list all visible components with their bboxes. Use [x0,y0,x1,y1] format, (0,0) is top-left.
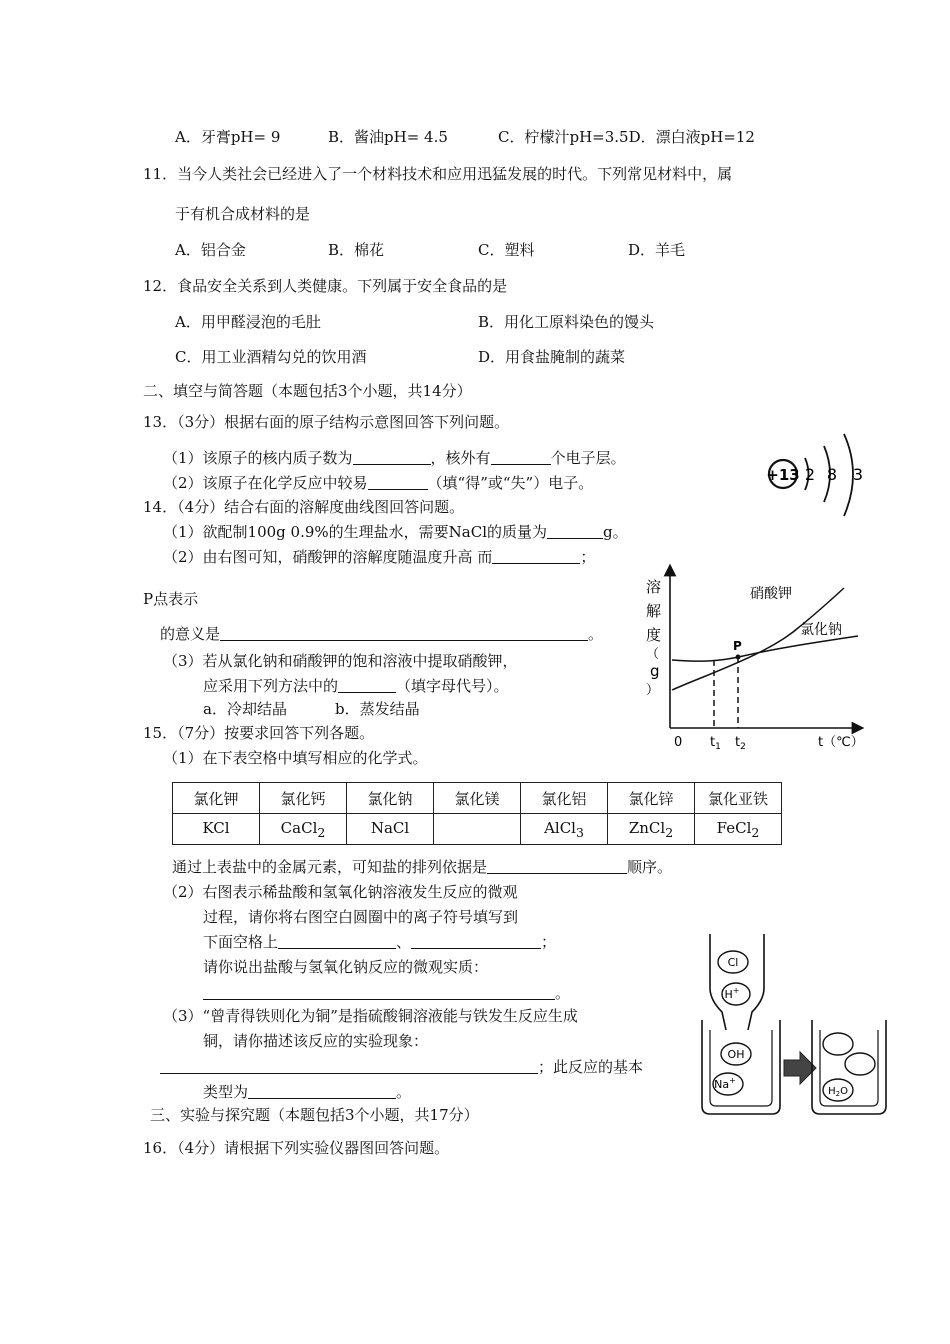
kno3-curve [672,588,844,690]
formula-cell: AlCl$_3$ [521,814,608,845]
table-header-cell: 氯化铝 [521,783,608,814]
answer-blank[interactable] [338,678,396,693]
chloride-salts-table [172,782,782,845]
electron-shell-arc [844,434,853,516]
table-header-row [173,783,782,814]
q10-option-a: A．牙膏pH= 9 [175,128,281,146]
q13-stem: 13．（3分）根据右面的原子结构示意图回答下列问题。 [143,413,510,431]
q11-stem-cont: 于有机合成材料的是 [175,205,311,223]
answer-blank[interactable] [368,475,428,490]
q13-part-2: （2）该原子在化学反应中较易 （填“得”或“失”）电子。 [163,474,594,492]
y-axis-label-char: g [650,662,660,680]
q14-part-1: （1）欲配制100g 0.9%的生理盐水，需要NaCl的质量为 g。 [163,523,628,541]
shell-1-electrons: 2 [804,465,816,484]
answer-blank[interactable] [203,985,555,1000]
q13-part-1: （1）该原子的核内质子数为 ，核外有 个电子层。 [163,449,626,467]
formula-cell: FeCl$_2$ [695,814,782,845]
nacl-label: 氯化钠 [800,622,842,638]
point-p-label: P [733,639,742,653]
formula-answer-cell[interactable] [434,814,521,845]
q11-option-c: C．塑料 [478,241,535,259]
q14-p-label: P点表示 [143,590,199,608]
q14-stem: 14．（4分）结合右面的溶解度曲线图回答问题。 [143,498,465,516]
q11-option-a: A．铝合金 [175,241,246,259]
blank-ion-circle[interactable] [845,1053,875,1075]
nacl-curve [672,636,858,661]
h-ion-label: H+ [724,986,740,1001]
cl-ion-label: Cl [727,956,739,969]
left-beaker [702,1020,780,1114]
table-header-cell: 氯化钾 [173,783,260,814]
q12-option-c: C．用工业酒精勾兑的饮用酒 [175,348,367,366]
q16-stem: 16．（4分）请根据下列实验仪器图回答问题。 [143,1139,450,1157]
q12-option-a: A．用甲醛浸泡的毛肚 [175,313,321,331]
q10-option-b: B．酱油pH= 4.5 [328,128,448,146]
table-header-cell: 氯化镁 [434,783,521,814]
y-axis-label-char: 解 [646,602,662,620]
q12-option-d: D．用食盐腌制的蔬菜 [478,348,626,366]
blank-ion-circle[interactable] [823,1033,853,1055]
table-header-cell: 氯化钠 [347,783,434,814]
q15-part-3: （3）“曾青得铁则化为铜”是指硫酸铜溶液能与铁发生反应生成 [163,1007,578,1025]
answer-blank[interactable] [220,626,588,641]
formula-cell: ZnCl$_2$ [608,814,695,845]
y-axis-label-char: ） [646,683,660,698]
q14-part-2: （2）由右图可知，硝酸钾的溶解度随温度升高 而 ； [163,548,596,566]
table-header-cell: 氯化亚铁 [695,783,782,814]
dropper-tube [710,934,764,1030]
kno3-label: 硝酸钾 [750,586,792,602]
section-3-heading: 三、实验与探究题（本题包括3个小题，共17分） [150,1106,479,1124]
t2-label: $t_2$ [735,735,746,752]
water-label: $H_2O$ [828,1086,848,1098]
q15-part-2-essence: 请你说出盐酸与氢氧化钠反应的微观实质： [203,958,489,976]
q15-part-3-type: 类型为 。 [203,1083,412,1101]
y-axis-label-char: 度 [646,626,662,644]
formula-cell: CaCl$_2$ [260,814,347,845]
q14-option-b: b．蒸发结晶 [335,700,420,718]
answer-blank[interactable] [353,450,431,465]
y-axis-label-char: 溶 [646,578,662,596]
q15-part-3-cont: 铜，请你描述该反应的实验现象： [203,1032,429,1050]
x-axis-label: t（℃） [818,735,864,750]
answer-blank[interactable] [411,934,541,949]
q10-option-cd: C．柠檬汁pH=3.5D．漂白液pH=12 [498,128,755,146]
shell-3-electrons: 3 [852,465,864,484]
answer-blank[interactable] [487,859,627,874]
left-beaker-inner [710,1030,772,1106]
q14-p-meaning: 的意义是 。 [160,625,604,643]
origin-label: 0 [674,735,683,750]
q15-part-2-blanks: 下面空格上 、 ； [203,933,557,951]
table-formula-row [173,814,782,845]
formula-cell: NaCl [347,814,434,845]
answer-blank[interactable] [492,549,580,564]
q15-part-2-cont: 过程，请你将右图空白圆圈中的离子符号填写到 [203,908,519,926]
q15-part-3-phenomenon: ；此反应的基本 [160,1057,643,1077]
oh-ion-label: OH [727,1048,745,1061]
table-header-cell: 氯化锌 [608,783,695,814]
q14-part-3-cont: 应采用下列方法中的 （填字母代号）。 [203,677,509,695]
neutralization-beaker-diagram [696,930,892,1120]
answer-blank[interactable] [248,1084,396,1099]
q11-option-b: B．棉花 [328,241,385,259]
q12-stem: 12．食品安全关系到人类健康。下列属于安全食品的是 [143,277,508,295]
y-axis-label-char: （ [646,647,660,662]
na-ion-label: Na+ [714,1076,736,1091]
q15-stem: 15．（7分）按要求回答下列各题。 [143,724,375,742]
q11-option-d: D．羊毛 [628,241,686,259]
formula-cell: KCl [173,814,260,845]
nucleus-charge: +13 [766,466,800,484]
q14-option-a: a．冷却结晶 [203,700,287,718]
q15-part-1: （1）在下表空格中填写相应的化学式。 [163,749,428,767]
atom-structure-diagram [760,428,878,520]
answer-blank[interactable] [278,934,396,949]
answer-blank[interactable] [160,1059,538,1074]
solubility-curve-graph [618,562,870,754]
table-header-cell: 氯化钙 [260,783,347,814]
q11-stem: 11．当今人类社会已经进入了一个材料技术和应用迅猛发展的时代。下列常见材料中，属 [143,165,733,183]
section-2-heading: 二、填空与简答题（本题包括3个小题，共14分） [143,382,472,400]
shell-2-electrons: 8 [826,465,838,484]
q15-part-2-essence-blank: 。 [203,983,570,1003]
answer-blank[interactable] [547,524,603,539]
q12-option-b: B．用化工原料染色的馒头 [478,313,655,331]
t1-label: $t_1$ [710,735,721,752]
q15-part-2: （2）右图表示稀盐酸和氢氧化钠溶液发生反应的微观 [163,883,518,901]
q15-part-1-followup: 通过上表盐中的金属元素，可知盐的排列依据是 顺序。 [172,858,673,876]
q14-part-3: （3）若从氯化钠和硝酸钾的饱和溶液中提取硝酸钾， [163,652,518,670]
answer-blank[interactable] [491,450,551,465]
